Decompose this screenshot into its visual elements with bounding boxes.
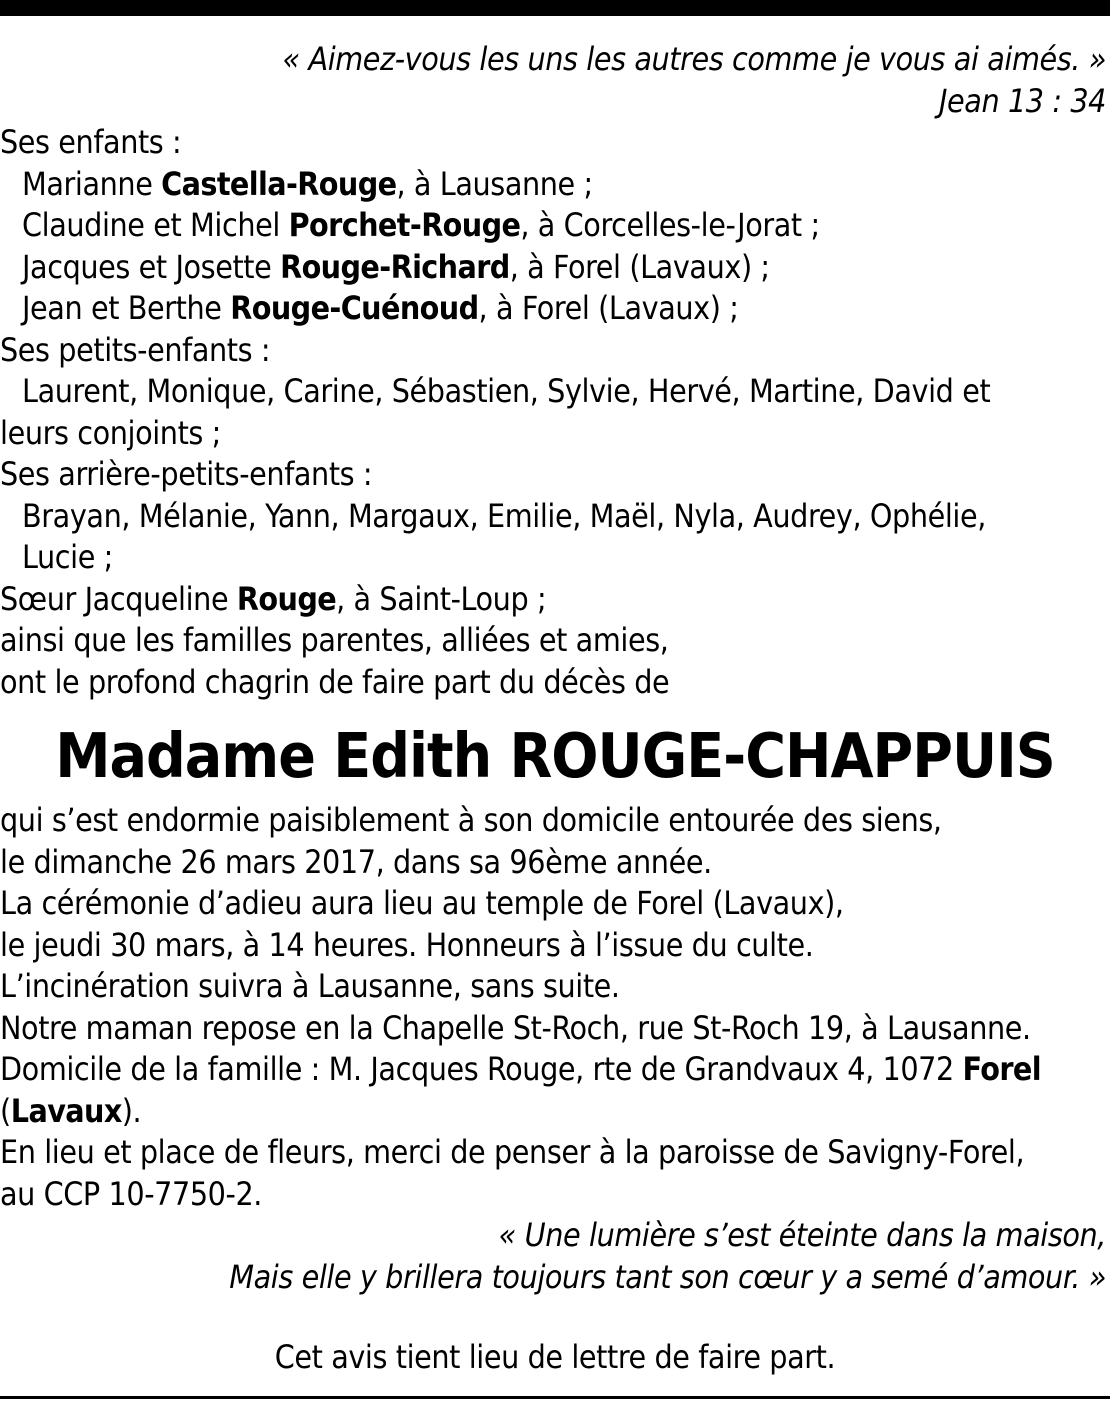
surname: Castella-Rouge [161, 164, 397, 203]
child-entry: Jean et Berthe Rouge-Cuénoud, à Forel (Lavaux) ; [22, 289, 739, 327]
child-entry: Marianne Castella-Rouge, à Lausanne ; [22, 164, 593, 203]
relatives-line: ainsi que les familles parentes, alliées et amies, [0, 621, 669, 659]
detail-line: qui s’est endormie paisiblement à son domicile entourée des siens, [0, 801, 942, 839]
grandchildren-heading: Ses petits-enfants : [0, 330, 271, 369]
great-grandchildren-list: Brayan, Mélanie, Yann, Margaux, Emilie, Maël, Nyla, Audrey, Ophélie, [22, 496, 986, 535]
detail-line: le dimanche 26 mars 2017, dans sa 96ème année. [0, 842, 712, 881]
child-entry: Jacques et Josette Rouge-Richard, à Forel (Lavaux) ; [22, 247, 770, 286]
family-domicile: Domicile de la famille : M. Jacques Rouge, rte de Grandvaux 4, 1072 Forel [0, 1050, 1041, 1088]
deceased-name: Madame Edith ROUGE-CHAPPUIS [55, 720, 1055, 792]
obituary-notice [0, 39, 1110, 1379]
footer-note: Cet avis tient lieu de lettre de faire part. [274, 1338, 836, 1376]
closing-quote: « Une lumière s’est éteinte dans la maison, [498, 1216, 1106, 1254]
flowers-line-continued: au CCP 10-7750-2. [0, 1174, 263, 1213]
surname: Porchet-Rouge [288, 206, 521, 244]
cremation-line: L’incinération suivra à Lausanne, sans suite. [0, 967, 620, 1005]
grandchildren-list: Laurent, Monique, Carine, Sébastien, Sylvie, Hervé, Martine, David et [22, 372, 991, 410]
domicile-town: Forel [962, 1050, 1041, 1088]
child-entry: Claudine et Michel Porchet-Rouge, à Corcelles-le-Jorat ; [22, 206, 820, 244]
sister-entry: Sœur Jacqueline Rouge, à Saint-Loup ; [0, 579, 547, 618]
spacer [0, 1298, 1110, 1337]
domicile-region: Lavaux [10, 1091, 122, 1130]
top-border [0, 0, 1110, 16]
quote-reference: Jean 13 : 34 [939, 81, 1106, 120]
grandchildren-list-continued: leurs conjoints ; [0, 413, 221, 452]
opening-quote: « Aimez-vous les uns les autres comme je vous ai aimés. » [282, 40, 1106, 78]
family-domicile-continued: (Lavaux). [0, 1091, 142, 1130]
chapel-line: Notre maman repose en la Chapelle St-Roch, rue St-Roch 19, à Lausanne. [0, 1008, 1031, 1047]
children-heading: Ses enfants : [0, 123, 182, 161]
closing-quote-continued: Mais elle y brillera toujours tant son cœur y a semé d’amour. » [229, 1257, 1106, 1296]
surname: Rouge [236, 579, 337, 618]
surname: Rouge-Richard [280, 247, 510, 286]
great-grandchildren-heading: Ses arrière-petits-enfants : [0, 455, 373, 493]
ceremony-line: le jeudi 30 mars, à 14 heures. Honneurs à l’issue du culte. [0, 925, 814, 964]
ceremony-line: La cérémonie d’adieu aura lieu au temple de Forel (Lavaux), [0, 884, 844, 922]
great-grandchildren-list-continued: Lucie ; [22, 538, 113, 576]
flowers-line: En lieu et place de fleurs, merci de penser à la paroisse de Savigny-Forel, [0, 1133, 1025, 1171]
announcement-line: ont le profond chagrin de faire part du décès de [0, 662, 670, 701]
bottom-border [0, 1396, 1110, 1399]
surname: Rouge-Cuénoud [230, 289, 479, 327]
